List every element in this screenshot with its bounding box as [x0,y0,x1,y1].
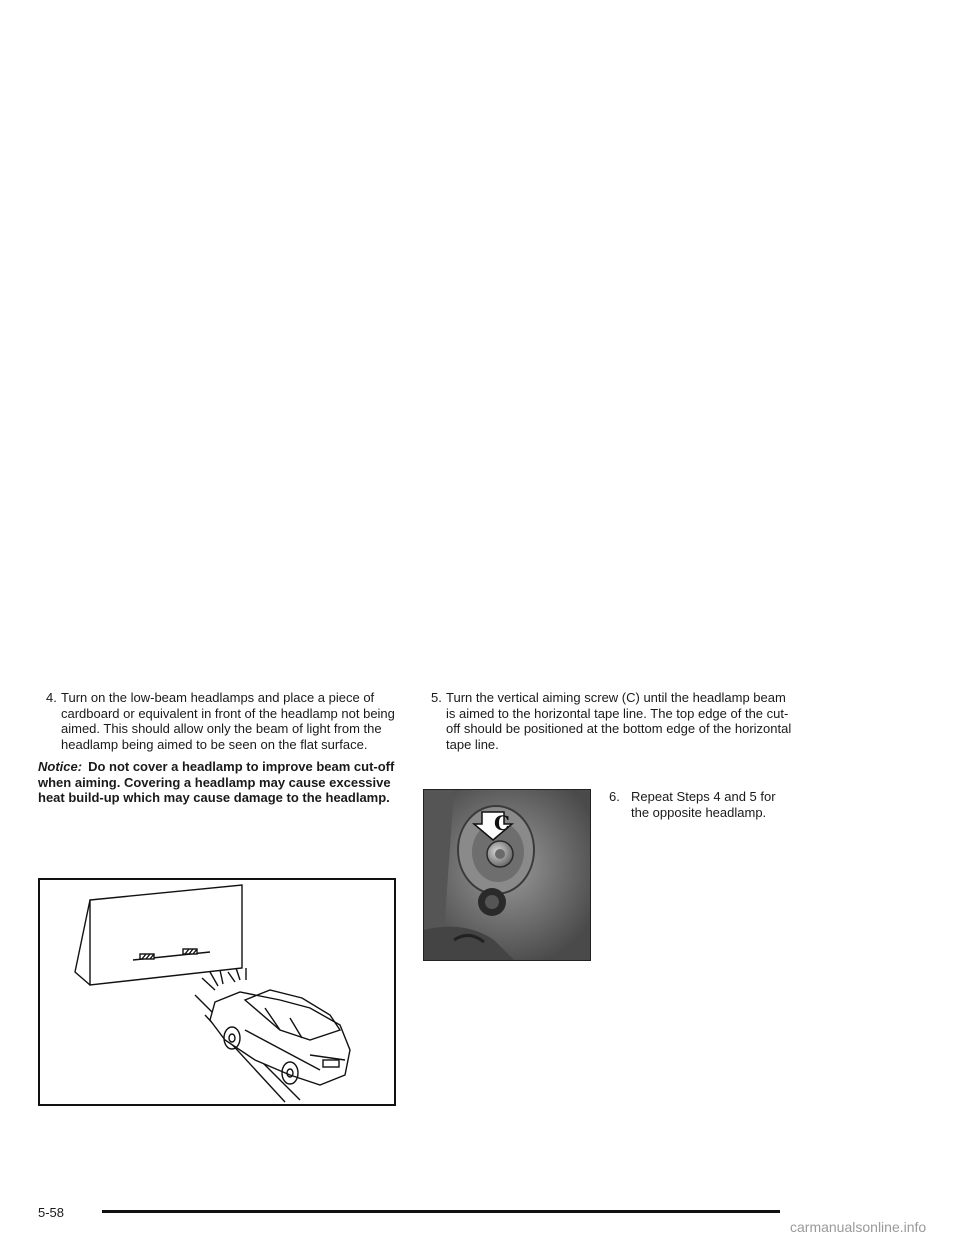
step-number: 5. [431,690,442,705]
footer-rule [102,1210,780,1213]
watermark: carmanualsonline.info [790,1219,927,1235]
page-number: 5-58 [38,1205,65,1220]
step-number: 4. [46,690,57,705]
step-number: 6. [609,789,620,804]
notice-paragraph [38,759,396,806]
notice-text: Do not cover a headlamp to improve beam cut-off when aiming. Covering a headlamp may cause excessive heat build-up which may cause damage to the headlamp. [38,759,395,805]
car-and-wall-illustration [40,880,394,1104]
right-column [423,690,793,752]
step-text: Turn the vertical aiming screw (C) until the headlamp beam is aimed to the horizontal tape line. The top edge of the cut-off should be positioned at the bottom edge of the horizontal tape line. [446,690,792,752]
aiming-screw-illustration [424,790,590,960]
step-5 [423,690,793,752]
step-text: Repeat Steps 4 and 5 for the opposite headlamp. [631,789,776,820]
notice-label: Notice: [38,759,83,774]
aiming-screw-photo [423,789,591,961]
step-text: Turn on the low-beam headlamps and place a piece of cardboard or equivalent in front of the headlamp not being aimed. This should allow only the beam of light from the headlamp being aimed to be seen on the flat surface. [61,690,395,752]
headlamp-aiming-figure [38,878,396,1106]
left-column [38,690,396,819]
step-6 [609,789,789,820]
step-4 [38,690,396,752]
callout-letter: C [494,811,510,835]
